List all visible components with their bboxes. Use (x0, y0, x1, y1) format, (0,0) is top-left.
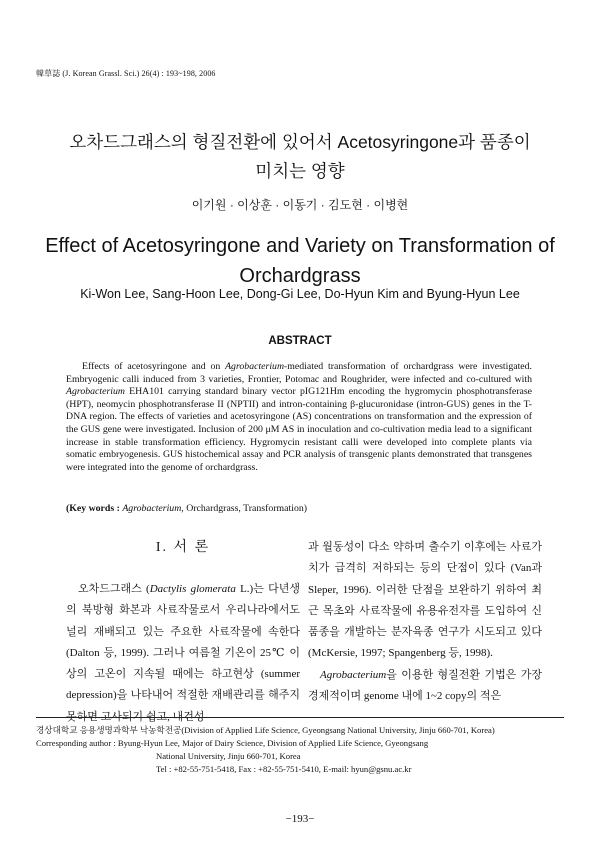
corresponding-contact: Tel : +82-55-751-5418, Fax : +82-55-751-5410, E-mail: hyun@gsnu.ac.kr (156, 764, 412, 774)
right-text: 을 이용한 형질전환 기법은 가장 경제적이며 genome 내에 1~2 copy의 적은 (308, 668, 542, 703)
english-title (0, 234, 600, 288)
right-paragraph-2 (308, 665, 542, 708)
korean-title-line1: 오차드그래스의 형질전환에 있어서 Acetosyringone과 품종이 (69, 132, 531, 152)
keywords (66, 503, 307, 514)
right-paragraph-1: 과 월동성이 다소 약하며 출수기 이후에는 사료가치가 급격히 저하되는 등의 단점이 있다 (Van과 Sleper, 1996). 이러한 단점을 보완하기 위하여 최근 목초와 사료작물에 유용유전자를 도입하여 신품종을 개발하는 분자육종 연구가 시도되고 있다 (McKersie, 1997; Spangenberg 등, 1998). (308, 541, 542, 660)
corresponding-author (36, 737, 564, 750)
right-column (308, 537, 542, 707)
abstract-text-2: -mediated transformation of orchardgrass were investigated. Embryogenic calli induced from 3 varieties, Frontier, Potomac and Roughrider, were infected and co-cultured with (66, 361, 533, 385)
footnote-divider (36, 717, 564, 718)
keywords-label: (Key words : (66, 503, 123, 514)
page-number: −193− (285, 813, 315, 825)
english-title-line1: Effect of Acetosyringone and Variety on Transformation of (45, 235, 555, 257)
affiliation-note: 경상대학교 응용생명과학부 낙농학전공(Division of Applied Life Science, Gyeongsang National University, Jinju 660-701, Korea) (36, 725, 495, 735)
korean-title-line2: 미치는 영향 (255, 161, 345, 181)
abstract-heading: ABSTRACT (268, 335, 332, 347)
abstract-body (66, 361, 532, 474)
korean-title (0, 131, 600, 183)
left-column (66, 537, 300, 728)
abstract-italic-2: Agrobacterium (66, 386, 125, 398)
keywords-rest: , Orchardgrass, Transformation) (181, 503, 308, 514)
corresponding-line2: National University, Jinju 660-701, Korea (156, 751, 301, 761)
left-paragraph (66, 579, 300, 728)
abstract-paragraph (66, 361, 532, 474)
korean-authors: 이기원 · 이상훈 · 이동기 · 김도현 · 이병현 (191, 198, 409, 212)
section-heading: I. 서 론 (155, 540, 211, 555)
corresponding-line1: Byung-Hyun Lee, Major of Dairy Science, Division of Applied Life Science, Gyeongsang (115, 738, 429, 748)
left-text-a: 오차드그래스 ( (78, 583, 150, 595)
footnotes (36, 724, 564, 776)
right-italic: Agrobacterium (320, 668, 387, 681)
abstract-italic-1: Agrobacterium (225, 361, 285, 372)
english-title-line2: Orchardgrass (239, 265, 361, 287)
left-text-b: L.)는 다년생의 북방형 화본과 사료작물로서 우리나라에서도 널리 재배되고 있는 주요한 사료작물에 속한다 (Dalton 등, 1999). 그러나 여름철 기온이 25℃ 이상의 고온이 지속될 때에는 하고현상 (summer depression)을 나타내어 적절한 재배관리를 해주지 못하면 고사되기 쉽고, 내건성 (66, 583, 300, 723)
journal-header: 韓草誌 (J. Korean Grassl. Sci.) 26(4) : 193~198, 2006 (36, 69, 216, 78)
corresponding-label: Corresponding author : (36, 738, 116, 748)
abstract-text-3: EHA101 carrying standard binary vector pIG121Hm encoding the hygromycin phosphotransferase (HPT), neomycin phosphotransferase II (NPTII) and intron-containing β-glucuronidase (intron-GUS) genes in the T-DNA region. The effects of varieties and acetosyringone (AS) concentrations on transformation and the expression of the GUS gene were investigated. Inclusion of 200 μM AS in inoculation and co-cultivation media lead to a significant increase in stable transformation efficiency. Hygromycin resistant calli were developed into complete plants via somatic embryogenesis. GUS histochemical assay and PCR analysis of transgenic plants demonstrated that transgenes were integrated into the genome of orchardgrass. (66, 386, 532, 473)
abstract-text-1: Effects of acetosyringone and on (82, 361, 226, 372)
english-authors: Ki-Won Lee, Sang-Hoon Lee, Dong-Gi Lee, Do-Hyun Kim and Byung-Hyun Lee (80, 287, 520, 301)
left-italic: Dactylis glomerata (149, 583, 236, 595)
keywords-italic: Agrobacterium (122, 503, 182, 514)
